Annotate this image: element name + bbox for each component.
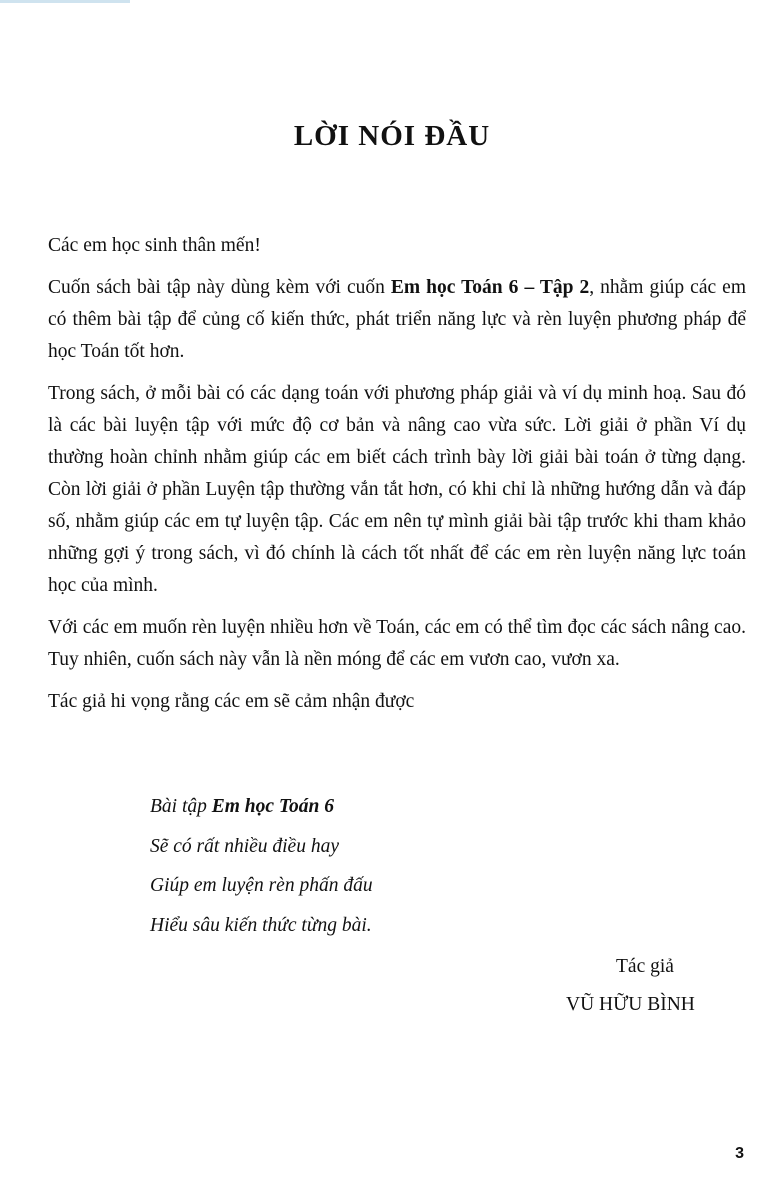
greeting: Các em học sinh thân mến!	[48, 235, 261, 256]
poem-line-4: Hiểu sâu kiến thức từng bài.	[150, 914, 372, 936]
signature-name: VŨ HỮU BÌNH	[566, 994, 695, 1015]
poem-line-1-prefix: Bài tập	[150, 796, 212, 817]
paragraph-1-prefix: Cuốn sách bài tập này dùng kèm với cuốn	[48, 277, 391, 298]
poem-line-3: Giúp em luyện rèn phấn đấu	[150, 875, 373, 896]
poem	[150, 787, 373, 945]
poem-line-1	[150, 787, 373, 827]
poem-book-title: Em học Toán 6	[211, 796, 335, 817]
preface-body	[48, 230, 746, 728]
book-title: Em học Toán 6 – Tập 2	[390, 277, 590, 298]
poem-line-2: Sẽ có rất nhiều điều hay	[150, 835, 339, 857]
paragraph-1-suffix: , nhằm giúp các em có thêm bài tập để củng cố kiến thức, phát triển năng lực và rèn luyện phương pháp để học Toán tốt hơn.	[48, 277, 746, 362]
paragraph-3: Với các em muốn rèn luyện nhiều hơn về Toán, các em có thể tìm đọc các sách nâng cao. Tuy nhiên, cuốn sách này vẫn là nền móng để các em vươn cao, vươn xa.	[48, 617, 746, 670]
paragraph-2: Trong sách, ở mỗi bài có các dạng toán với phương pháp giải và ví dụ minh hoạ. Sau đó là các bài luyện tập với mức độ cơ bản và nâng cao vừa sức. Lời giải ở phần Ví dụ thường hoàn chỉnh nhằm giúp các em biết cách trình bày lời giải bài toán ở từng dạng. Còn lời giải ở phần Luyện tập thường vắn tắt hơn, có khi chỉ là những hướng dẫn và đáp số, nhằm giúp các em tự luyện tập. Các em nên tự mình giải bài tập trước khi tham khảo những gợi ý trong sách, vì đó chính là cách tốt nhất để các em rèn luyện năng lực toán học của mình.	[48, 383, 746, 596]
page-number: 3	[735, 1145, 744, 1162]
top-edge-rule	[0, 0, 130, 3]
signature-role: Tác giả	[616, 956, 674, 977]
page-title: LỜI NÓI ĐẦU	[293, 120, 491, 152]
paragraph-4: Tác giả hi vọng rằng các em sẽ cảm nhận được	[48, 691, 415, 712]
signature	[566, 948, 736, 1024]
paragraph-1	[48, 272, 746, 368]
